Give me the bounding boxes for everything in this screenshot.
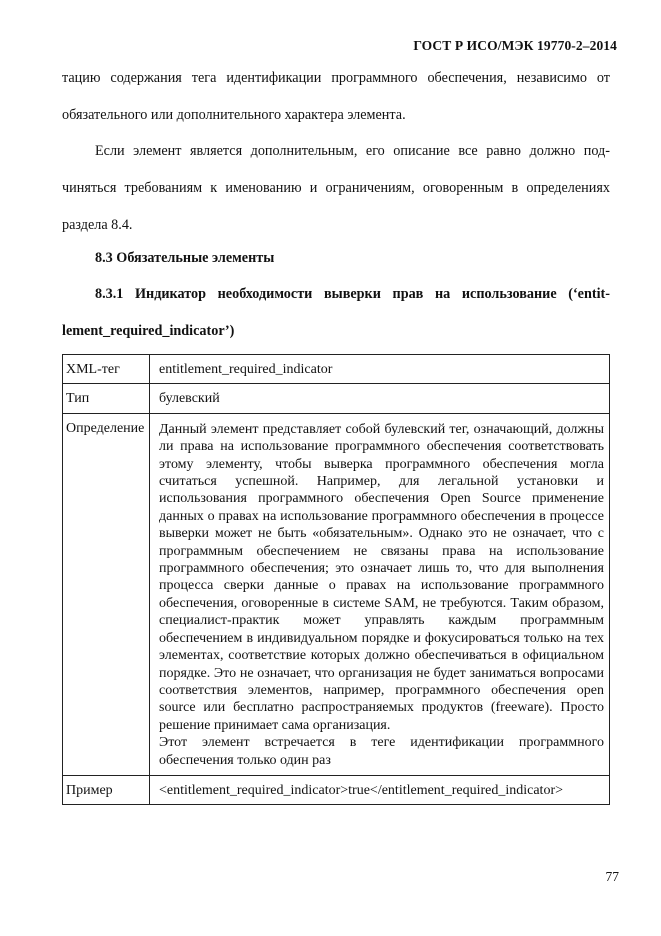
table-row-example — [63, 775, 610, 804]
table-row-definition — [63, 413, 610, 775]
paragraph-optional-element: Если элемент является дополнительным, его описание все равно должно подчиняться требованиям к именованию и ограничениям, оговоренным в определениях раздела 8.4. — [62, 143, 610, 233]
paragraph-continuation: тацию содержания тега идентификации программного обеспечения, независимо от обязательного или дополнительного характера элемента. — [62, 70, 610, 123]
element-spec-table — [62, 354, 610, 805]
row-value: булевский — [150, 384, 610, 413]
definition-occurrence-note: Этот элемент встречается в теге идентификации программного обеспечения только один раз — [159, 735, 604, 768]
document-header: ГОСТ Р ИСО/МЭК 19770-2–2014 — [413, 38, 617, 53]
definition-text: Данный элемент представляет собой булевский тег, означающий, должны ли права на использование программного обеспечения соответствовать этому элементу, чтобы выверка программного обеспечения могла считаться успешной. Например, для легальной установки и использования программного обеспечения Open Source применение данных о правах на использование программного обеспечения в процессе выверки может не быть «обязательным». Однако это не означает, что с программным обеспечением не связаны права на использование программного обеспечения; это означает лишь то, что для выполнения процесса сверки данные о правах на использование программного обеспечения, оговоренные в системе SAM, не требуются. Таким образом, специалист-практик может управлять каждым программным обеспечением в индивидуальном порядке и фокусироваться только на тех элементах, соответствие которых должно обеспечиваться в официальном порядке. Это не означает, что организация не будет заниматься вопросами соответствия элементов, например, программного обеспечения open source или бесплатно распространяемых продуктов (freeware). Просто решение принимает сама организация. — [159, 421, 604, 733]
row-value: <entitlement_required_indicator>true</entitlement_required_indicator> — [150, 775, 610, 804]
row-key: Определение — [63, 413, 150, 775]
section-heading-8-3: 8.3 Обязательные элементы — [95, 250, 275, 266]
row-key: XML-тег — [63, 355, 150, 384]
row-value: entitlement_required_indicator — [150, 355, 610, 384]
table-row-type — [63, 384, 610, 413]
table-row-xml-tag — [63, 355, 610, 384]
row-key: Тип — [63, 384, 150, 413]
row-value — [150, 413, 610, 775]
row-key: Пример — [63, 775, 150, 804]
section-heading-8-3-1: 8.3.1 Индикатор необходимости выверки прав на использование (‘entitlement_required_indicator’) — [62, 286, 610, 339]
page-number: 77 — [605, 869, 619, 884]
